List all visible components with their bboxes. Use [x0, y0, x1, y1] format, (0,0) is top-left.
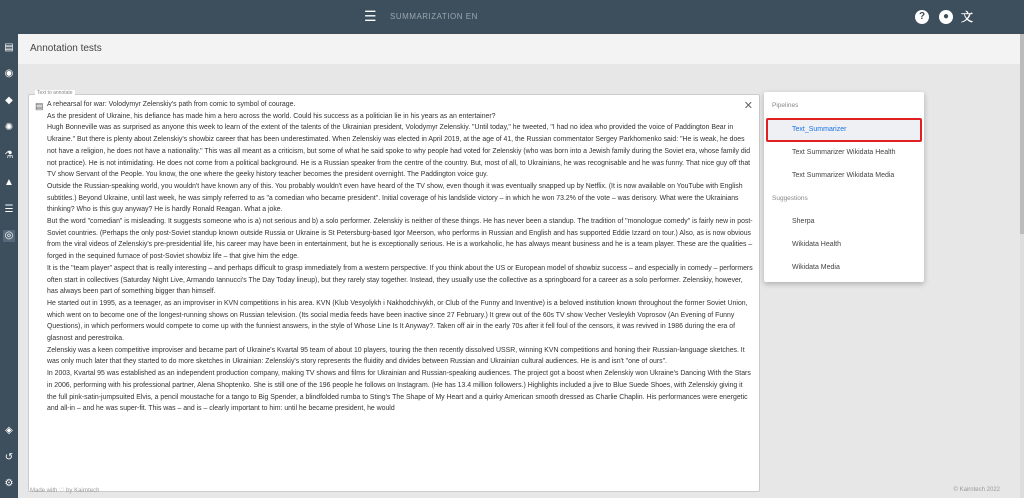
- pipelines-section-label: Pipelines: [772, 102, 799, 109]
- text-paragraph: It is the "team player" aspect that is really interesting – and perhaps difficult to grasp immediately from a western perspective. If you think about the US or European model of showbiz success – and especially in comedy – performers often start in collectives (Saturday Night Live, Armando Iannucci's The Day Today lineup), but they rarely stay together. Instead, they usually use the collective as a springboard for a career as a solo performer. Zelenskiy, however, has always been part of something bigger than himself.: [47, 264, 753, 296]
- footer-credit: Made with ♡ by Kairntech: [30, 488, 100, 494]
- menu-icon[interactable]: ☰: [364, 8, 377, 24]
- pipeline-option-text-summarizer[interactable]: Text_Summarizer: [792, 126, 847, 133]
- pipeline-option-wikidata-health[interactable]: Text Summarizer Wikidata Health: [792, 149, 896, 156]
- text-paragraph: Outside the Russian-speaking world, you wouldn't have known any of this. You probably wouldn't even have heard of the TV show, even though it was eventually snapped up by Netflix. (It is now available on YouTube with English subtitles.) Beyond Ukraine, until last week, he was simply referred to as "a comedian who became president". Initial coverage of his landslide victory – in which he won 73.2% of the vote – was derisory. What were the Ukrainians thinking? Who is this guy anyway? He is hardly Ronald Reagan. What a joke.: [47, 182, 743, 214]
- sidebar: [0, 0, 18, 498]
- text-to-annotate-field[interactable]: [28, 90, 760, 492]
- documents-icon[interactable]: ▤: [4, 42, 14, 53]
- page-scrollbar[interactable]: [1020, 34, 1024, 498]
- text-paragraph: But the word "comedian" is misleading. It suggests someone who is a) not serious and b) a solo performer. Zelenskiy is neither of these things. He has never been a standup. The tradition of "monologue comedy" is fairly new in post-Soviet countries. (Perhaps the only post-Soviet standup known outside Russia or Ukraine is St Petersburg-based Igor Meerson, who performs in Russian and English and has supported Eddie Izzard on tour.) Also, as is now obvious from the viral videos of Zelenskiy's pre-presidential life, his career may have been in entertainment, but he is exceptionally serious. He is a workaholic, he has always meant business and he is a team player. These are the qualities – forged in the sequined furnace of post-Soviet showbiz life – that give him the edge.: [47, 218, 753, 261]
- field-legend: Text to annotate: [37, 90, 73, 96]
- suggestions-section-label: Suggestions: [772, 195, 808, 202]
- suggestion-option-sherpa[interactable]: Sherpa: [792, 218, 815, 225]
- text-content[interactable]: [47, 99, 753, 415]
- footer: [18, 486, 1020, 498]
- suggestion-option-wikidata-health[interactable]: Wikidata Health: [792, 241, 842, 248]
- top-bar: [0, 0, 1024, 34]
- page-title: Annotation tests: [30, 43, 102, 54]
- text-paragraph: He started out in 1995, as a teenager, as an improviser in KVN competitions in his area. KVN (Klub Vesyolykh i Nakhodchivykh, or Club of the Funny and Inventive) is a beloved institution known throughout the former Soviet Union, which went on to become one of the longest-running shows on Russian television. (Its social media feeds have been inactive since 27 February.) It grew out of the 60s TV show Vecher Vesleykh Voprosov (An Evening of Funny Questions), in which performers would compete to come up with the funniest answers, in the style of Whose Line Is It Anyway?. Taken off air in the early 70s after it fell foul of the censors, it was revived in 1986 during the era of glasnost and perestroika.: [47, 299, 748, 343]
- cube-icon[interactable]: ◈: [5, 425, 13, 436]
- pipeline-dropdown: [764, 92, 924, 282]
- text-paragraph: Hugh Bonneville was as surprised as anyone this week to learn of the extent of the talents of the Ukrainian president, Volodymyr Zelenskiy. "Until today," he tweeted, "I had no idea who provided the voice of Paddington Bear in Ukraine." But there is plenty about Zelenskiy's showbiz career that has been underestimated. When Zelenskiy was elected in April 2019, at the age of 41, the Russian commentator Sergey Parkhomenko said: "He is weak, he does not have a religion, he does not have a nationality." This was all meant as a criticism, but some of what he said spoke to why people had voted for Zelenskiy (who was born into a Jewish family during the Soviet era, whose family did not practice). He is not intimidating. He does not come from a political background. He is a Russian speaker from the centre of the country. But, most of all, to Ukrainians, he was recognisable and he was funny. That nice guy off that TV show Servant of the People. You know, the one where the geeky history teacher becomes the president overnight. The Paddington voice guy.: [47, 124, 751, 179]
- compass-icon[interactable]: ◉: [4, 68, 14, 79]
- text-paragraph: As the president of Ukraine, his defiance has made him a hero across the world. Could his success as a politician lie in his years as an entertainer?: [47, 112, 496, 120]
- translate-icon[interactable]: 文: [960, 10, 973, 24]
- suggestion-option-wikidata-media[interactable]: Wikidata Media: [792, 264, 840, 271]
- history-icon[interactable]: ↺: [4, 452, 14, 463]
- list-icon[interactable]: ☰: [4, 204, 14, 215]
- text-paragraph: Zelenskiy was a keen competitive improviser and became part of Ukraine's Kvartal 95 team of about 10 players, touring the then recently dissolved USSR, winning KVN competitions and honing their Russian-language sketches. It was only much later that they started to do more sketches in Ukrainian: Zelenskiy's story represents the fluidity and divides between Russian and Ukrainian cultural audiences. He is and isn't "one of ours".: [47, 346, 745, 366]
- page-header: [18, 34, 1020, 64]
- clear-icon[interactable]: ✕: [743, 100, 753, 112]
- bank-icon[interactable]: ▲: [4, 177, 14, 188]
- text-paragraph: A rehearsal for war: Volodymyr Zelenskiy's path from comic to symbol of courage.: [47, 101, 296, 108]
- scrollbar-thumb[interactable]: [1020, 34, 1024, 234]
- account-icon[interactable]: ●: [939, 10, 953, 24]
- project-title[interactable]: SUMMARIZATION EN: [390, 12, 478, 21]
- flask-icon[interactable]: ⚗: [4, 150, 14, 161]
- footer-copyright: © Kairntech 2022: [953, 487, 1000, 493]
- help-icon[interactable]: ?: [915, 10, 929, 24]
- lightbulb-icon[interactable]: ✺: [4, 122, 14, 133]
- tag-icon[interactable]: ◆: [5, 95, 13, 106]
- settings-icon[interactable]: ⚙: [4, 478, 14, 489]
- text-paragraph: In 2003, Kvartal 95 was established as an independent production company, making TV shows and films for Ukrainian and Russian-speaking audiences. The project got a boost when Zelenskiy won Ukraine's Dancing With the Stars in 2006, performing with his professional partner, Alena Shoptenko. She is still one of the 196 people he follows on Instagram. (He has 13.4 million followers.) Highlights included a jive to Blue Suede Shoes, with Zelenskiy giving it the full pink-satin-jumpsuited Elvis, a pencil moustache for a tango to Big Spender, a blindfolded rumba to Sting's The Shape of My Heart and a quirky American smooth dressed as Charlie Chaplin. His performances were energetic and all-in – and he was super-fit. This was – and is – clearly important to him: until he became president, he would: [47, 370, 751, 413]
- document-icon: ▤: [35, 101, 44, 111]
- pipeline-option-wikidata-media[interactable]: Text Summarizer Wikidata Media: [792, 172, 895, 179]
- eye-icon[interactable]: ◎: [4, 230, 14, 241]
